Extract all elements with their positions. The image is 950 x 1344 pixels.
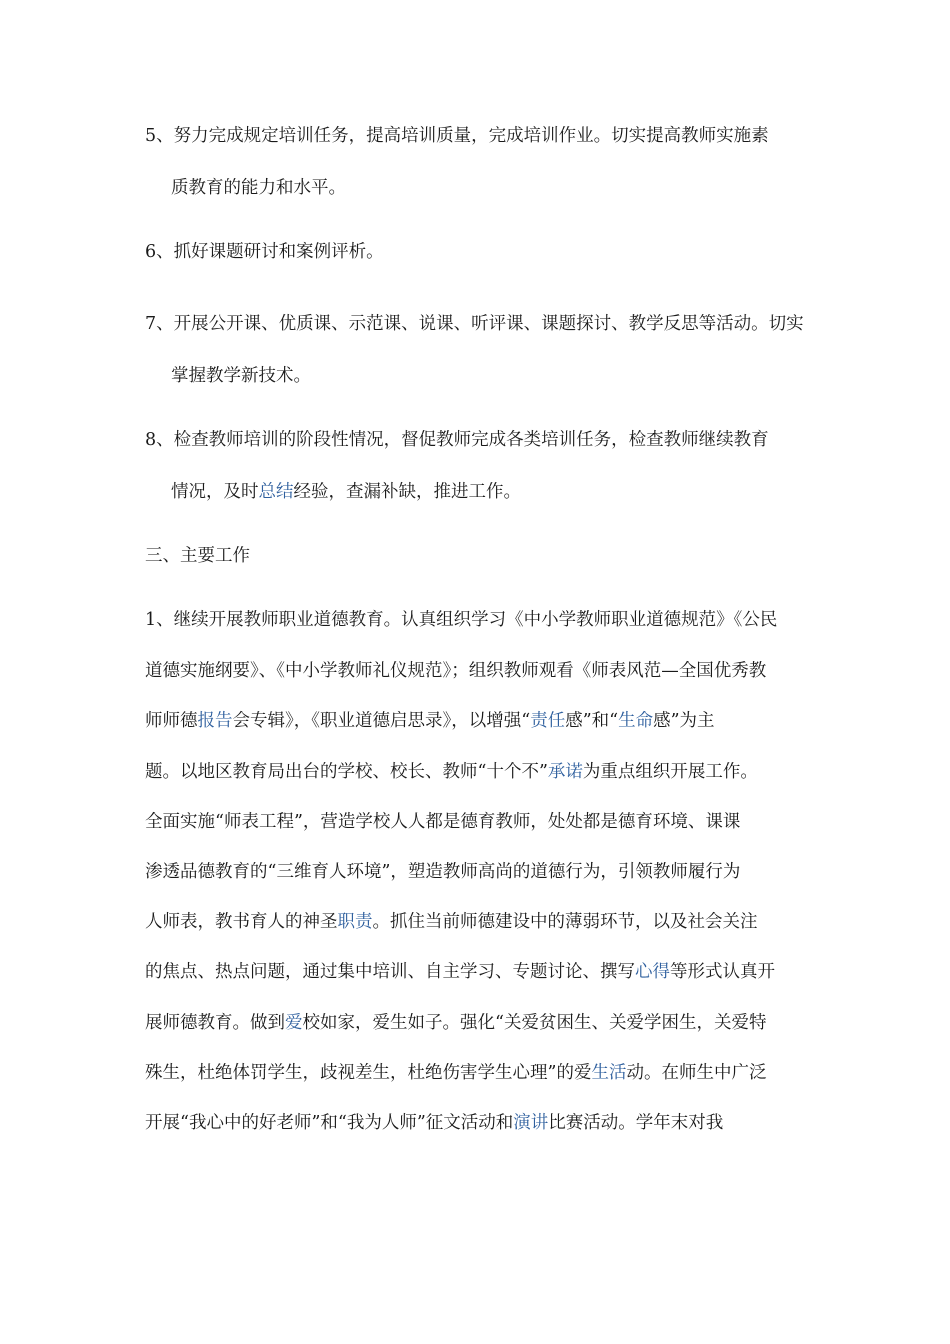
link-xinde[interactable]: 心得 (635, 962, 670, 982)
text-span: 师师德 (145, 711, 198, 731)
text-span: 题。以地区教育局出台的学校、校长、教师“十个不” (145, 762, 548, 782)
para-line (145, 709, 810, 733)
para-line: 全面实施“师表工程”，营造学校人人都是德育教师，处处都是德育环境、课课 (145, 812, 741, 832)
link-zongjie[interactable]: 总结 (258, 482, 294, 502)
text-span: 情况，及时 (171, 482, 259, 502)
text-span: 感”为主 (653, 711, 715, 731)
item-7-line-1: 7、开展公开课、优质课、示范课、说课、听评课、课题探讨、教学反思等活动。切实 (145, 314, 804, 334)
link-shengming[interactable]: 生命 (618, 711, 654, 731)
item-5-line-2: 质教育的能力和水平。 (171, 178, 346, 198)
para-line (145, 1111, 810, 1135)
text-span: 为重点组织开展工作。 (582, 762, 758, 782)
link-baogao[interactable]: 报告 (197, 711, 233, 731)
para-line (145, 910, 810, 934)
para-line (145, 760, 810, 784)
text-span: 展师德教育。做到 (145, 1013, 285, 1033)
text-span: 校如家，爱生如子。强化“关爱贫困生、关爱学困生，关爱特 (302, 1013, 767, 1033)
link-ai[interactable]: 爱 (285, 1013, 303, 1033)
text-span: 等形式认真开 (670, 962, 775, 982)
item-7-line-2: 掌握教学新技术。 (171, 366, 311, 386)
para-line: 道德实施纲要》、《中小学教师礼仪规范》；组织教师观看《师表风范—全国优秀教 (145, 661, 767, 681)
item-8-line-1: 8、检查教师培训的阶段性情况，督促教师完成各类培训任务，检查教师继续教育 (145, 430, 769, 450)
text-span: 比赛活动。学年末对我 (548, 1113, 724, 1133)
text-span: 殊生，杜绝体罚学生，歧视差生，杜绝伤害学生心理”的爱 (145, 1063, 592, 1083)
item-6-line-1: 6、抓好课题研讨和案例评析。 (145, 242, 384, 262)
para-line (145, 960, 810, 984)
text-span: 经验，查漏补缺，推进工作。 (293, 482, 521, 502)
para-line: 1、继续开展教师职业道德教育。认真组织学习《中小学教师职业道德规范》《公民 (145, 610, 778, 630)
text-span: 开展“我心中的好老师”和“我为人师”征文活动和 (145, 1113, 514, 1133)
link-zhize[interactable]: 职责 (337, 912, 373, 932)
link-shenghuo[interactable]: 生活 (591, 1063, 627, 1083)
item-5-line-1: 5、努力完成规定培训任务，提高培训质量，完成培训作业。切实提高教师实施素 (145, 126, 769, 146)
para-line (145, 1011, 810, 1035)
link-yanjiang[interactable]: 演讲 (513, 1113, 549, 1133)
link-chengnuo[interactable]: 承诺 (547, 762, 583, 782)
para-line (145, 1061, 810, 1085)
text-span: 会专辑》，《职业道德启思录》，以增强“ (232, 711, 531, 731)
text-span: 动。在师生中广泛 (626, 1063, 767, 1083)
para-line: 渗透品德教育的“三维育人环境”，塑造教师高尚的道德行为，引领教师履行为 (145, 862, 741, 882)
item-8-line-2 (171, 480, 836, 504)
text-span: 人师表，教书育人的神圣 (145, 912, 338, 932)
link-zeren[interactable]: 责任 (530, 711, 566, 731)
text-span: 。抓住当前师德建设中的薄弱环节，以及社会关注 (372, 912, 758, 932)
section-heading: 三、主要工作 (145, 546, 250, 566)
text-span: 的焦点、热点问题，通过集中培训、自主学习、专题讨论、撰写 (145, 962, 635, 982)
text-span: 感”和“ (565, 711, 619, 731)
